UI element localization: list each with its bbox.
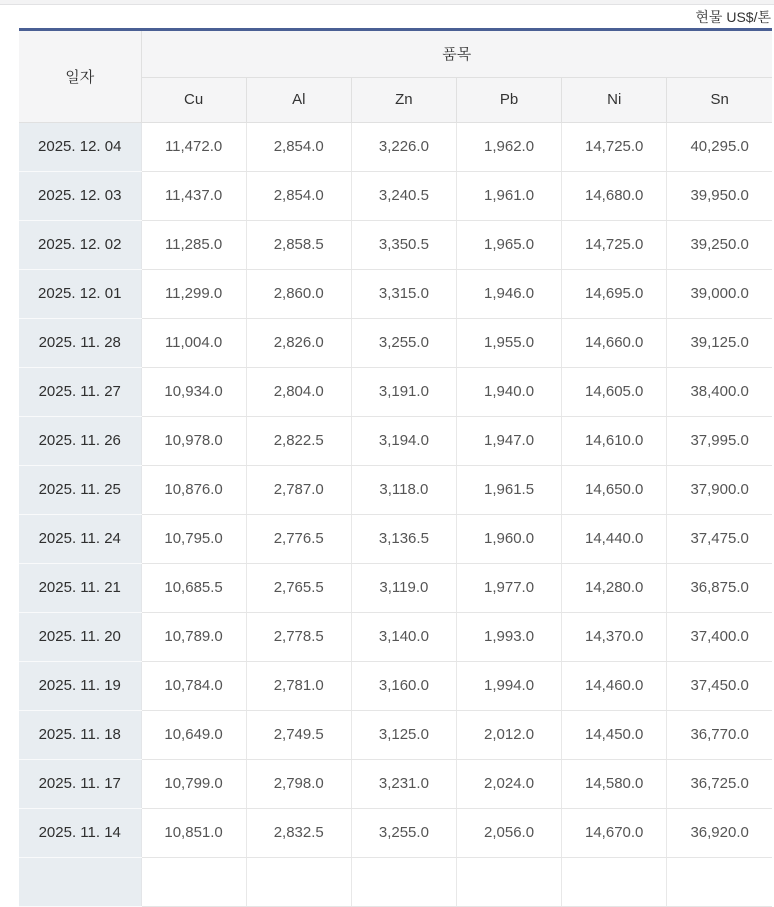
table-row (19, 465, 772, 514)
value-cell: 10,795.0 (141, 514, 246, 563)
value-cell: 2,012.0 (456, 710, 561, 759)
metal-price-table (19, 31, 772, 907)
value-cell: 14,370.0 (562, 612, 667, 661)
value-cell: 36,875.0 (667, 563, 772, 612)
value-cell: 1,946.0 (456, 269, 561, 318)
value-cell: 14,460.0 (562, 661, 667, 710)
value-cell: 10,876.0 (141, 465, 246, 514)
value-cell: 2,056.0 (456, 808, 561, 857)
value-cell: 14,725.0 (562, 122, 667, 171)
value-cell: 1,961.0 (456, 171, 561, 220)
col-header-date: 일자 (19, 31, 141, 122)
value-cell: 2,749.5 (246, 710, 351, 759)
value-cell: 3,226.0 (351, 122, 456, 171)
value-cell (351, 857, 456, 906)
date-cell: 2025. 11. 26 (19, 416, 141, 465)
unit-row (0, 5, 774, 28)
table-row (19, 808, 772, 857)
date-cell: 2025. 11. 27 (19, 367, 141, 416)
date-cell: 2025. 11. 17 (19, 759, 141, 808)
unit-label: 현물 US$/톤 (695, 8, 771, 25)
value-cell: 11,285.0 (141, 220, 246, 269)
value-cell: 3,140.0 (351, 612, 456, 661)
value-cell: 3,255.0 (351, 808, 456, 857)
value-cell: 2,776.5 (246, 514, 351, 563)
table-row (19, 171, 772, 220)
date-cell: 2025. 11. 20 (19, 612, 141, 661)
value-cell: 36,725.0 (667, 759, 772, 808)
value-cell: 10,789.0 (141, 612, 246, 661)
value-cell: 1,947.0 (456, 416, 561, 465)
value-cell: 1,962.0 (456, 122, 561, 171)
value-cell: 2,858.5 (246, 220, 351, 269)
date-cell: 2025. 12. 02 (19, 220, 141, 269)
value-cell: 14,695.0 (562, 269, 667, 318)
value-cell: 2,781.0 (246, 661, 351, 710)
value-cell: 14,725.0 (562, 220, 667, 269)
value-cell: 11,472.0 (141, 122, 246, 171)
value-cell (456, 857, 561, 906)
table-body (19, 122, 772, 906)
value-cell: 1,993.0 (456, 612, 561, 661)
value-cell: 2,787.0 (246, 465, 351, 514)
table-row (19, 661, 772, 710)
table-row (19, 612, 772, 661)
col-header-zn: Zn (351, 77, 456, 122)
value-cell: 10,851.0 (141, 808, 246, 857)
value-cell: 2,798.0 (246, 759, 351, 808)
value-cell: 39,950.0 (667, 171, 772, 220)
col-header-sn: Sn (667, 77, 772, 122)
value-cell (562, 857, 667, 906)
value-cell (667, 857, 772, 906)
value-cell: 37,400.0 (667, 612, 772, 661)
date-cell: 2025. 11. 14 (19, 808, 141, 857)
value-cell: 1,955.0 (456, 318, 561, 367)
value-cell: 2,832.5 (246, 808, 351, 857)
value-cell: 39,125.0 (667, 318, 772, 367)
value-cell: 2,822.5 (246, 416, 351, 465)
value-cell: 11,004.0 (141, 318, 246, 367)
value-cell: 14,660.0 (562, 318, 667, 367)
value-cell: 1,961.5 (456, 465, 561, 514)
value-cell: 2,854.0 (246, 122, 351, 171)
col-header-ni: Ni (562, 77, 667, 122)
value-cell: 11,437.0 (141, 171, 246, 220)
value-cell (141, 857, 246, 906)
value-cell: 3,125.0 (351, 710, 456, 759)
value-cell: 14,440.0 (562, 514, 667, 563)
value-cell: 36,770.0 (667, 710, 772, 759)
date-cell: 2025. 11. 25 (19, 465, 141, 514)
col-header-group: 품목 (141, 31, 772, 77)
value-cell: 10,685.5 (141, 563, 246, 612)
table-row (19, 514, 772, 563)
col-header-pb: Pb (456, 77, 561, 122)
value-cell: 3,136.5 (351, 514, 456, 563)
value-cell: 1,960.0 (456, 514, 561, 563)
value-cell: 39,250.0 (667, 220, 772, 269)
table-header (19, 31, 772, 122)
value-cell: 14,580.0 (562, 759, 667, 808)
value-cell: 1,994.0 (456, 661, 561, 710)
value-cell: 2,826.0 (246, 318, 351, 367)
col-header-al: Al (246, 77, 351, 122)
value-cell: 3,191.0 (351, 367, 456, 416)
value-cell: 2,854.0 (246, 171, 351, 220)
value-cell: 37,475.0 (667, 514, 772, 563)
value-cell: 10,978.0 (141, 416, 246, 465)
table-row (19, 710, 772, 759)
value-cell: 2,765.5 (246, 563, 351, 612)
table-row (19, 122, 772, 171)
col-header-cu: Cu (141, 77, 246, 122)
header-group-row (19, 31, 772, 77)
date-cell: 2025. 11. 21 (19, 563, 141, 612)
value-cell: 14,605.0 (562, 367, 667, 416)
value-cell: 14,280.0 (562, 563, 667, 612)
value-cell: 40,295.0 (667, 122, 772, 171)
value-cell: 14,680.0 (562, 171, 667, 220)
table-row (19, 269, 772, 318)
value-cell: 10,799.0 (141, 759, 246, 808)
date-cell: 2025. 12. 01 (19, 269, 141, 318)
value-cell: 3,231.0 (351, 759, 456, 808)
table-row (19, 367, 772, 416)
value-cell: 14,670.0 (562, 808, 667, 857)
value-cell: 37,995.0 (667, 416, 772, 465)
value-cell: 14,450.0 (562, 710, 667, 759)
value-cell: 2,024.0 (456, 759, 561, 808)
value-cell: 3,350.5 (351, 220, 456, 269)
date-cell (19, 857, 141, 906)
table-row (19, 318, 772, 367)
value-cell: 3,240.5 (351, 171, 456, 220)
value-cell: 3,119.0 (351, 563, 456, 612)
table-row (19, 220, 772, 269)
value-cell: 3,315.0 (351, 269, 456, 318)
value-cell: 3,255.0 (351, 318, 456, 367)
value-cell: 1,965.0 (456, 220, 561, 269)
date-cell: 2025. 11. 28 (19, 318, 141, 367)
value-cell: 2,778.5 (246, 612, 351, 661)
value-cell: 3,118.0 (351, 465, 456, 514)
table-row (19, 563, 772, 612)
table-row (19, 759, 772, 808)
value-cell: 38,400.0 (667, 367, 772, 416)
table-row (19, 416, 772, 465)
date-cell: 2025. 12. 03 (19, 171, 141, 220)
value-cell: 2,804.0 (246, 367, 351, 416)
value-cell (246, 857, 351, 906)
table-row (19, 857, 772, 906)
value-cell: 14,650.0 (562, 465, 667, 514)
value-cell: 14,610.0 (562, 416, 667, 465)
value-cell: 2,860.0 (246, 269, 351, 318)
value-cell: 39,000.0 (667, 269, 772, 318)
date-cell: 2025. 11. 19 (19, 661, 141, 710)
price-table-container (19, 28, 772, 907)
value-cell: 36,920.0 (667, 808, 772, 857)
value-cell: 37,900.0 (667, 465, 772, 514)
value-cell: 10,784.0 (141, 661, 246, 710)
value-cell: 37,450.0 (667, 661, 772, 710)
date-cell: 2025. 12. 04 (19, 122, 141, 171)
value-cell: 11,299.0 (141, 269, 246, 318)
value-cell: 10,649.0 (141, 710, 246, 759)
value-cell: 10,934.0 (141, 367, 246, 416)
value-cell: 1,977.0 (456, 563, 561, 612)
value-cell: 3,160.0 (351, 661, 456, 710)
value-cell: 1,940.0 (456, 367, 561, 416)
value-cell: 3,194.0 (351, 416, 456, 465)
date-cell: 2025. 11. 18 (19, 710, 141, 759)
date-cell: 2025. 11. 24 (19, 514, 141, 563)
